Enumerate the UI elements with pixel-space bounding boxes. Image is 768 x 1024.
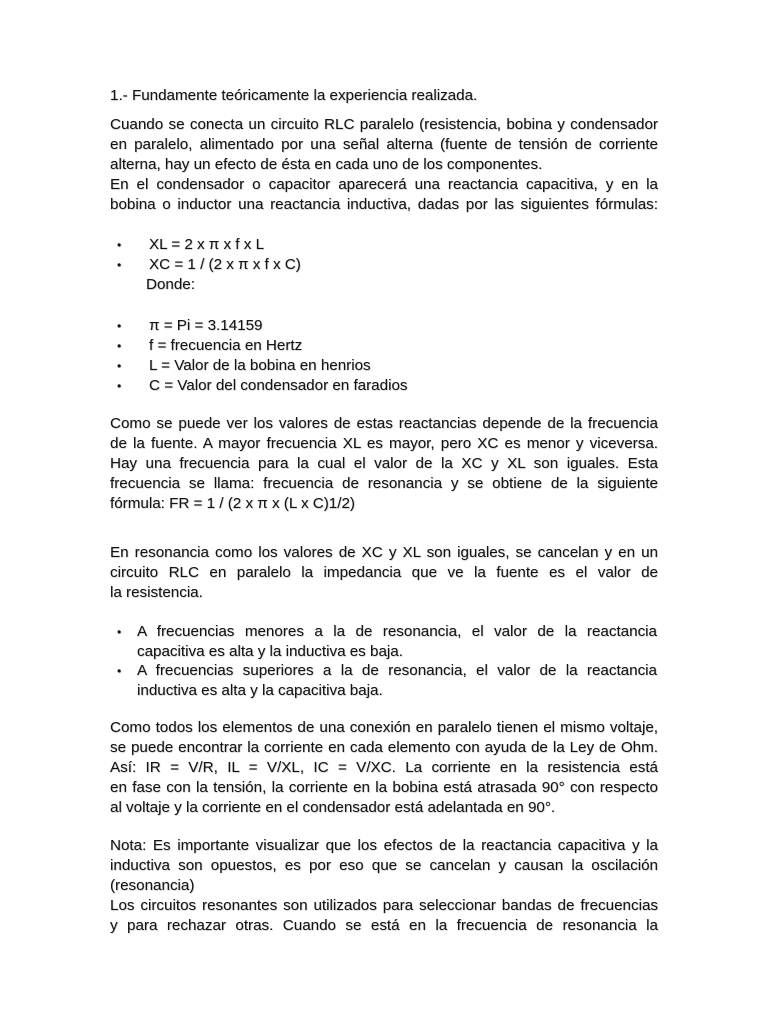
donde-label: Donde: xyxy=(146,276,195,293)
ohm-paragraph xyxy=(110,718,658,818)
resonance-line-2: circuito RLC en paralelo la impedancia que ve la fuente es el valor de xyxy=(110,564,658,581)
resonance-paragraph xyxy=(110,543,658,603)
resonance-point-2-line-2: inductiva es alta y la capacitiva baja. xyxy=(137,682,383,699)
formula-xc: XC = 1 / (2 x π x f x C) xyxy=(149,256,301,273)
ohm-line-3: Así: IR = V/R, IL = V/XL, IC = V/XC. La corriente en la resistencia está xyxy=(110,759,658,776)
frequency-paragraph xyxy=(110,414,658,514)
bullet-icon: • xyxy=(117,664,122,678)
frequency-line-2: de la fuente. A mayor frecuencia XL es mayor, pero XC es menor y viceversa. xyxy=(110,435,658,452)
intro-paragraph xyxy=(110,115,658,215)
intro-line-4: En el condensador o capacitor aparecerá una reactancia capacitiva, y en la xyxy=(110,176,658,193)
note-line-1: Nota: Es importante visualizar que los efectos de la reactancia capacitiva y la xyxy=(110,837,658,854)
donde-label-block xyxy=(146,275,694,295)
resonance-point-2-line-1: A frecuencias superiores a la de resonancia, el valor de la reactancia xyxy=(137,662,657,679)
resonance-point-text xyxy=(137,661,657,701)
bullet-icon: • xyxy=(117,339,122,353)
frequency-line-1: Como se puede ver los valores de estas reactancias depende de la frecuencia xyxy=(110,415,658,432)
resonance-point xyxy=(117,622,657,660)
note-line-5: y para rechazar otras. Cuando se está en la frecuencia de resonancia la xyxy=(110,917,658,934)
resonance-point-text xyxy=(137,622,657,662)
note-paragraph xyxy=(110,836,658,936)
resonance-point-1-line-1: A frecuencias menores a la de resonancia, el valor de la reactancia xyxy=(137,623,657,640)
note-line-3: (resonancia) xyxy=(110,877,195,894)
intro-line-5: bobina o inductor una reactancia inductiva, dadas por las siguientes fórmulas: xyxy=(110,196,658,213)
variable-c: C = Valor del condensador en faradios xyxy=(149,377,408,394)
ohm-line-5: al voltaje y la corriente en el condensador está adelantada en 90°. xyxy=(110,799,556,816)
bullet-icon: • xyxy=(117,379,122,393)
bullet-icon: • xyxy=(117,359,122,373)
resonance-point-1-line-2: capacitiva es alta y la inductiva es baja. xyxy=(137,643,403,660)
intro-line-1: Cuando se conecta un circuito RLC paralelo (resistencia, bobina y condensador xyxy=(110,116,658,133)
note-line-2: inductiva son opuestos, es por eso que se cancelan y causan la oscilación xyxy=(110,857,658,874)
bullet-icon: • xyxy=(117,319,122,333)
bullet-icon: • xyxy=(117,238,122,252)
bullet-icon: • xyxy=(117,258,122,272)
resonance-line-3: la resistencia. xyxy=(110,584,203,601)
note-line-4: Los circuitos resonantes son utilizados para seleccionar bandas de frecuencias xyxy=(110,897,658,914)
variable-f: f = frecuencia en Hertz xyxy=(149,337,303,354)
bullet-icon: • xyxy=(117,625,122,639)
frequency-line-4: frecuencia se llama: frecuencia de resonancia y se obtiene de la siguiente xyxy=(110,475,658,492)
variable-l: L = Valor de la bobina en henrios xyxy=(149,357,371,374)
variable-pi: π = Pi = 3.14159 xyxy=(149,317,263,334)
frequency-line-3: Hay una frecuencia para la cual el valor de la XC y XL son iguales. Esta xyxy=(110,455,658,472)
resonance-line-1: En resonancia como los valores de XC y XL son iguales, se cancelan y en un xyxy=(110,544,658,561)
ohm-line-1: Como todos los elementos de una conexión en paralelo tienen el mismo voltaje, xyxy=(110,719,658,736)
ohm-line-4: en fase con la tensión, la corriente en la bobina está atrasada 90° con respecto xyxy=(110,779,658,796)
frequency-line-5: fórmula: FR = 1 / (2 x π x (L x C)1/2) xyxy=(110,495,355,512)
intro-line-3: alterna, hay un efecto de ésta en cada uno de los componentes. xyxy=(110,156,543,173)
heading-text: 1.- Fundamente teóricamente la experiencia realizada. xyxy=(110,87,478,104)
formula-xl: XL = 2 x π x f x L xyxy=(149,236,265,253)
ohm-line-2: se puede encontrar la corriente en cada elemento con ayuda de la Ley de Ohm. xyxy=(110,739,658,756)
resonance-point xyxy=(117,661,657,699)
intro-line-2: en paralelo, alimentado por una señal alterna (fuente de tensión de corriente xyxy=(110,136,658,153)
section-heading xyxy=(110,86,658,106)
